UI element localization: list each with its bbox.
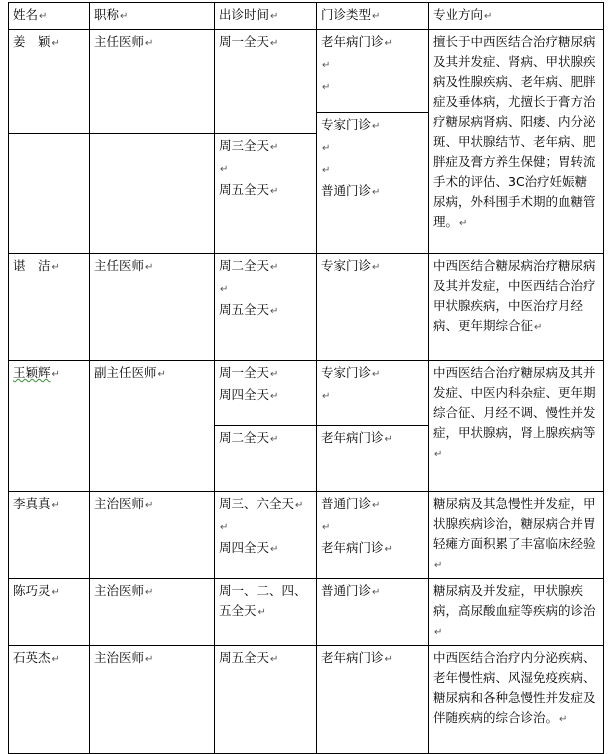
doctor-title: 主治医师↵ xyxy=(90,579,215,646)
doctor-title-cont xyxy=(90,134,215,254)
doctor-title: 主任医师↵ xyxy=(90,254,215,361)
doctor-row xyxy=(9,254,604,361)
time-line: 周四全天↵ xyxy=(219,387,279,402)
specialty: 中西医结合治疗内分泌疾病、老年慢性病、风湿免疫疾病、糖尿病和各种急慢性并发症及伴随疾病的综合诊治。↵ xyxy=(429,646,604,754)
clinic-type xyxy=(317,361,429,426)
clinic-type: 普通门诊↵ xyxy=(317,579,429,646)
clinic-type xyxy=(317,113,429,254)
header-row xyxy=(9,3,604,30)
clinic-time xyxy=(215,254,317,361)
empty-line: ↵ xyxy=(220,522,229,533)
doctor-name: 姜 颖↵ xyxy=(9,30,90,134)
doctor-row xyxy=(9,361,604,426)
header-specialty: 专业方向↵ xyxy=(429,3,604,30)
clinic-time xyxy=(215,492,317,579)
specialty: 糖尿病及其急慢性并发症，甲状腺疾病诊治，糖尿病合并胃轻瘫方面积累了丰富临床经验↵ xyxy=(429,492,604,579)
empty-line: ↵ xyxy=(322,522,331,533)
doctor-name-cont xyxy=(9,134,90,254)
empty-line: ↵ xyxy=(322,60,331,71)
doctor-title: 副主任医师↵ xyxy=(90,361,215,492)
doctor-name: 石英杰↵ xyxy=(9,646,90,754)
header-name: 姓名↵ xyxy=(9,3,90,30)
doctor-row xyxy=(9,30,604,113)
doctor-name: 谌 洁↵ xyxy=(9,254,90,361)
doctor-title: 主任医师↵ xyxy=(90,30,215,134)
empty-line: ↵ xyxy=(322,165,331,176)
clinic-type: 专家门诊↵ xyxy=(317,254,429,361)
type-line: 普通门诊↵ xyxy=(321,183,381,198)
time-line: 周二全天↵ xyxy=(219,258,279,273)
specialty: 糖尿病及并发症，甲状腺疾病，高尿酸血症等疾病的诊治↵ xyxy=(429,579,604,646)
clinic-time: 周二全天↵ xyxy=(215,426,317,492)
clinic-type xyxy=(317,30,429,113)
specialty: 擅长于中西医结合治疗糖尿病及其并发症、肾病、甲状腺疾病及性腺疾病、老年病、肥胖症及垂体病，尤擅长于膏方治疗糖尿病肾病、阳痿、内分泌斑、甲状腺结节、老年病、肥胖症及膏方养生保健；胃转流手术的评估、3C治疗妊娠糖尿病，外科围手术期的血糖管理。↵ xyxy=(429,30,604,254)
time-line: 周五全天↵ xyxy=(219,182,279,197)
doctor-name: 李真真↵ xyxy=(9,492,90,579)
empty-line: ↵ xyxy=(220,284,229,295)
time-line: 周一全天↵ xyxy=(219,365,279,380)
type-line: 专家门诊↵ xyxy=(321,365,381,380)
empty-line: ↵ xyxy=(220,164,229,175)
header-title: 职称↵ xyxy=(90,3,215,30)
clinic-type xyxy=(317,492,429,579)
doctor-row xyxy=(9,579,604,646)
clinic-time xyxy=(215,361,317,426)
specialty: 中西医结合治疗糖尿病及其并发症、中医内科杂症、更年期综合征、月经不调、慢性并发症，甲状腺病，肾上腺疾病等↵ xyxy=(429,361,604,492)
header-clinic-type: 门诊类型↵ xyxy=(317,3,429,30)
clinic-type: 老年病门诊↵ xyxy=(317,646,429,754)
clinic-time xyxy=(215,30,317,134)
doctor-row xyxy=(9,492,604,579)
doctor-row xyxy=(9,646,604,754)
time-line: 周四全天↵ xyxy=(219,540,279,555)
time-line: 周三、六全天↵ xyxy=(219,496,304,511)
header-time: 出诊时间↵ xyxy=(215,3,317,30)
doctor-schedule-table xyxy=(8,2,604,754)
type-line: 老年病门诊↵ xyxy=(321,34,393,49)
empty-line: ↵ xyxy=(322,391,331,402)
time-line: 周一全天↵ xyxy=(219,34,279,49)
doctor-title: 主治医师↵ xyxy=(90,492,215,579)
doctor-name: 陈巧灵↵ xyxy=(9,579,90,646)
empty-line: ↵ xyxy=(322,82,331,93)
time-line: 周五全天↵ xyxy=(219,302,279,317)
time-line: 周三全天↵ xyxy=(219,138,279,153)
type-line: 专家门诊↵ xyxy=(321,117,381,132)
clinic-type: 老年病门诊↵ xyxy=(317,426,429,492)
empty-line: ↵ xyxy=(322,143,331,154)
clinic-time xyxy=(215,134,317,254)
type-line: 老年病门诊↵ xyxy=(321,540,393,555)
clinic-time: 周五全天↵ xyxy=(215,646,317,754)
type-line: 普通门诊↵ xyxy=(321,496,381,511)
doctor-title: 主治医师↵ xyxy=(90,646,215,754)
clinic-time: 周一、二、四、五全天↵ xyxy=(215,579,317,646)
specialty: 中西医结合糖尿病治疗糖尿病及其并发症，中医西结合治疗甲状腺疾病，中医治疗月经病、更年期综合征↵ xyxy=(429,254,604,361)
doctor-name: 王颖辉↵ xyxy=(9,361,90,492)
